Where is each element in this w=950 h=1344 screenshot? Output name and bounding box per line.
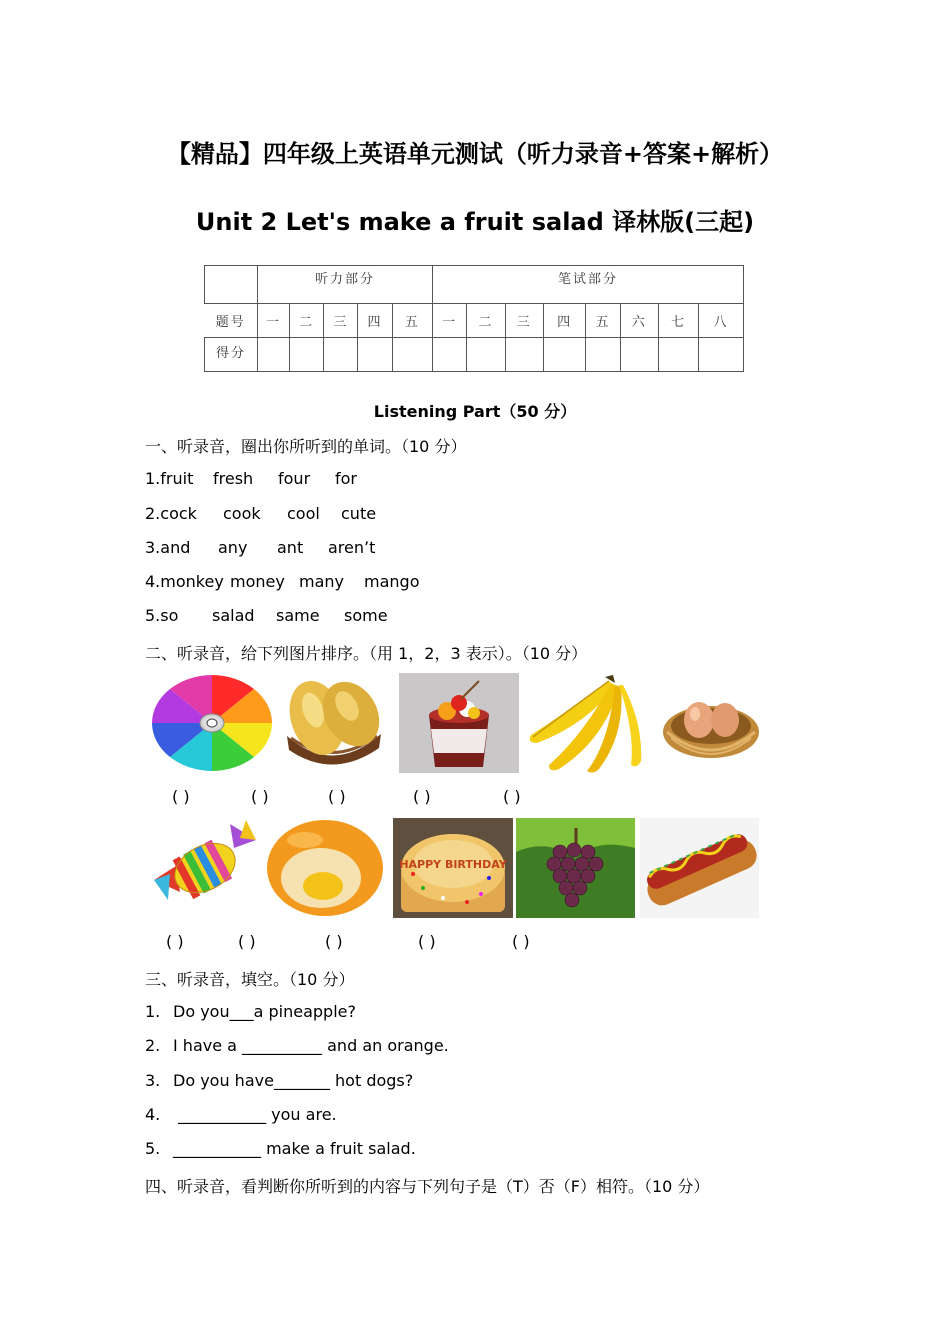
col-header: 四 (358, 304, 392, 338)
score-cell[interactable] (543, 338, 586, 372)
col-header: 二 (290, 304, 324, 338)
candy-picture (150, 818, 260, 918)
score-cell[interactable] (505, 338, 543, 372)
answer-blank[interactable]: ( ) (418, 932, 436, 951)
answer-blank[interactable]: ( ) (166, 932, 184, 951)
word-option[interactable]: cook (223, 504, 261, 523)
col-header: 一 (433, 304, 467, 338)
blank-cell (205, 266, 258, 304)
score-cell[interactable] (433, 338, 467, 372)
answer-blank[interactable]: ( ) (251, 787, 269, 806)
col-header: 四 (543, 304, 586, 338)
col-header: 七 (658, 304, 698, 338)
word-option[interactable]: four (278, 469, 311, 488)
eggs-in-basket-picture (661, 688, 761, 760)
bananas-picture (525, 673, 647, 773)
word-option[interactable]: same (276, 606, 320, 625)
word-option[interactable]: mango (364, 572, 420, 591)
col-header: 二 (467, 304, 505, 338)
written-section-header: 笔试部分 (433, 266, 744, 304)
answer-blank[interactable]: ( ) (325, 932, 343, 951)
col-header: 六 (620, 304, 658, 338)
word-option[interactable]: salad (212, 606, 255, 625)
s3-item-num: 4. (145, 1105, 161, 1124)
score-cell[interactable] (467, 338, 505, 372)
answer-blank[interactable]: ( ) (328, 787, 346, 806)
grapes-picture (516, 818, 635, 918)
word-option[interactable]: some (344, 606, 388, 625)
word-option[interactable]: for (335, 469, 357, 488)
fill-blank-sentence[interactable]: ___________ you are. (173, 1105, 337, 1124)
answer-blank[interactable]: ( ) (238, 932, 256, 951)
word-option[interactable]: fresh (213, 469, 254, 488)
fruit-dessert-picture (399, 673, 519, 773)
answer-blank[interactable]: ( ) (413, 787, 431, 806)
s1-row5-num: 5.so (145, 606, 179, 625)
section1-title: 一、听录音，圈出你所听到的单词。（10 分） (145, 437, 467, 456)
answer-blank[interactable]: ( ) (172, 787, 190, 806)
page-title: 【精品】四年级上英语单元测试（听力录音+答案+解析） (166, 140, 784, 168)
fill-blank-sentence[interactable]: Do you have_______ hot dogs? (173, 1071, 414, 1090)
s1-row1-num: 1.fruit (145, 469, 194, 488)
listening-part-heading: Listening Part（50 分） (373, 402, 577, 421)
s1-row4-num: 4.monkey (145, 572, 224, 591)
s3-item-num: 3. (145, 1071, 161, 1090)
score-cell[interactable] (358, 338, 392, 372)
birthday-cake-picture (393, 818, 513, 918)
score-cell[interactable] (258, 338, 290, 372)
s3-item-num: 5. (145, 1139, 161, 1158)
question-number-label: 题号 (205, 304, 258, 338)
section4-title: 四、听录音，看判断你所听到的内容与下列句子是（T）否（F）相符。（10 分） (145, 1177, 710, 1196)
fill-blank-sentence[interactable]: ___________ make a fruit salad. (173, 1139, 416, 1158)
answer-blank[interactable]: ( ) (512, 932, 530, 951)
score-cell[interactable] (699, 338, 744, 372)
hot-dog-picture (640, 818, 759, 918)
s3-item-num: 2. (145, 1036, 161, 1055)
word-option[interactable]: aren’t (328, 538, 376, 557)
listening-section-header: 听力部分 (258, 266, 433, 304)
section3-title: 三、听录音，填空。（10 分） (145, 970, 355, 989)
col-header: 五 (586, 304, 620, 338)
score-cell[interactable] (290, 338, 324, 372)
word-option[interactable]: cool (287, 504, 320, 523)
word-option[interactable]: cute (341, 504, 377, 523)
mangoes-picture (283, 676, 385, 772)
section2-title: 二、听录音，给下列图片排序。（用 1，2，3 表示）。（10 分） (145, 644, 588, 663)
cd-disc-picture (150, 673, 274, 773)
word-option[interactable]: ant (277, 538, 304, 557)
col-header: 一 (258, 304, 290, 338)
bun-picture (265, 818, 385, 918)
score-cell[interactable] (620, 338, 658, 372)
word-option[interactable]: money (230, 572, 285, 591)
score-cell[interactable] (586, 338, 620, 372)
col-header: 五 (392, 304, 432, 338)
col-header: 八 (699, 304, 744, 338)
score-label: 得分 (205, 338, 258, 372)
page-subtitle: Unit 2 Let's make a fruit salad 译林版(三起) (195, 208, 755, 236)
col-header: 三 (505, 304, 543, 338)
cake-text: HAPPY BIRTHDAY (399, 858, 507, 871)
word-option[interactable]: many (299, 572, 344, 591)
s3-item-num: 1. (145, 1002, 161, 1021)
word-option[interactable]: any (218, 538, 248, 557)
s1-row3-num: 3.and (145, 538, 191, 557)
score-cell[interactable] (658, 338, 698, 372)
score-cell[interactable] (392, 338, 432, 372)
col-header: 三 (324, 304, 358, 338)
score-table (204, 265, 744, 372)
fill-blank-sentence[interactable]: Do you___a pineapple? (173, 1002, 356, 1021)
fill-blank-sentence[interactable]: I have a __________ and an orange. (173, 1036, 449, 1055)
s1-row2-num: 2.cock (145, 504, 197, 523)
answer-blank[interactable]: ( ) (503, 787, 521, 806)
score-cell[interactable] (324, 338, 358, 372)
